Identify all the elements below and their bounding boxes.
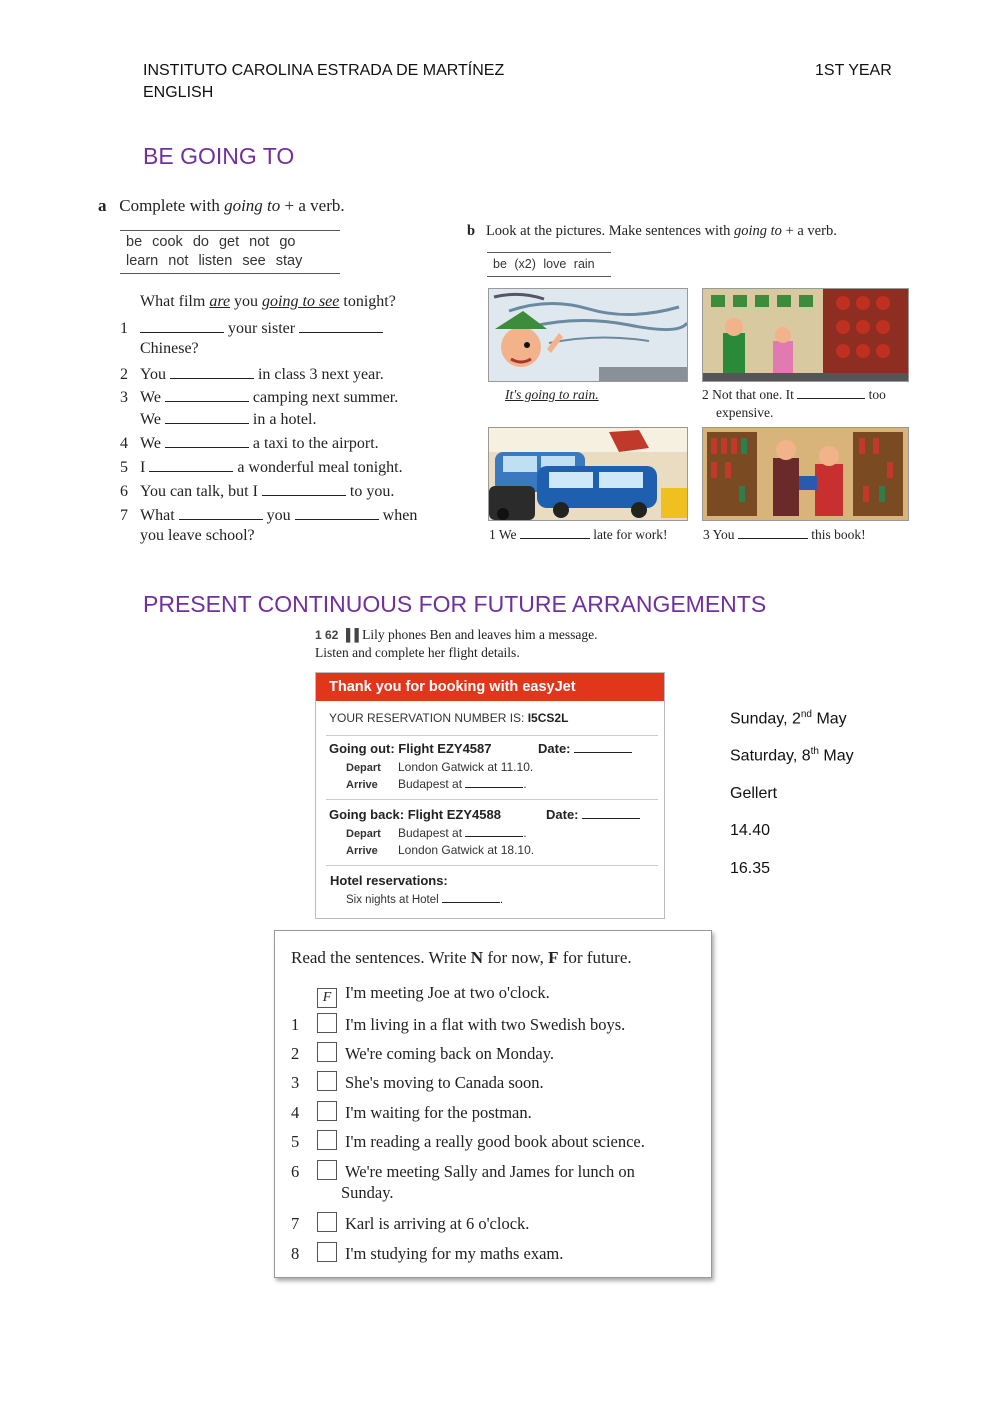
answer-blank[interactable]: [170, 364, 254, 379]
going-back-flight: Going back: Flight EZY4588: [329, 807, 501, 822]
exercise-a-item-cont: We in a hotel.: [140, 411, 317, 428]
nf-item: 8 I'm studying for my maths exam.: [291, 1244, 564, 1263]
answer-option: Sunday, 2nd May: [730, 709, 847, 728]
answer-checkbox[interactable]: [317, 1071, 337, 1091]
word-box-line: learn not listen see stay: [126, 253, 303, 269]
subject-name: ENGLISH: [143, 84, 214, 101]
going-back-date: Date:: [546, 807, 640, 822]
answer-blank[interactable]: [520, 526, 590, 539]
booking-header: Thank you for booking with easyJet: [316, 673, 664, 701]
answer-blank[interactable]: [140, 318, 224, 333]
answer-blank[interactable]: [442, 892, 500, 903]
picture-traffic: [488, 427, 688, 521]
answer-blank[interactable]: [465, 777, 523, 788]
picture-rain: [488, 288, 688, 382]
word-box-b: be (x2) love rain: [487, 252, 611, 277]
answer-blank[interactable]: [574, 742, 632, 753]
nf-example: F I'm meeting Joe at two o'clock.: [291, 983, 550, 1008]
word-box-line: be cook do get not go: [126, 234, 296, 250]
nf-item: 5 I'm reading a really good book about science.: [291, 1132, 645, 1151]
school-year: 1ST YEAR: [815, 62, 892, 79]
section-title-going-to: BE GOING TO: [143, 143, 295, 169]
nf-item: 6 We're meeting Sally and James for lunch on: [291, 1162, 635, 1181]
exercise-a-item-cont: you leave school?: [140, 527, 255, 544]
answer-blank[interactable]: [262, 481, 346, 496]
picture-shop: [702, 288, 909, 382]
answer-checkbox[interactable]: [317, 1101, 337, 1121]
going-back-depart: Depart Budapest at .: [346, 826, 527, 840]
exercise-a-instruction: a Complete with going to + a verb.: [98, 196, 345, 215]
nf-item: 1 I'm living in a flat with two Swedish boys.: [291, 1015, 626, 1034]
exercise-a-item: 2 You in class 3 next year.: [120, 366, 384, 383]
answer-checkbox[interactable]: F: [317, 988, 337, 1008]
nf-item-cont: Sunday.: [341, 1183, 394, 1202]
school-name: INSTITUTO CAROLINA ESTRADA DE MARTÍNEZ: [143, 62, 505, 79]
answer-checkbox[interactable]: [317, 1160, 337, 1180]
nf-item: 7 Karl is arriving at 6 o'clock.: [291, 1214, 530, 1233]
answer-blank[interactable]: [295, 505, 379, 520]
caption-picture-3: 3 You this book!: [703, 527, 866, 542]
answer-checkbox[interactable]: [317, 1013, 337, 1033]
going-out-depart: Depart London Gatwick at 11.10.: [346, 760, 534, 774]
audio-track-icon[interactable]: 1 62 ▐▐: [315, 628, 359, 642]
caption-picture-2-cont: expensive.: [716, 405, 774, 420]
caption-picture-1: 1 We late for work!: [489, 527, 668, 542]
answer-blank[interactable]: [797, 386, 865, 399]
booking-card: [315, 672, 665, 919]
picture-bookshop: [702, 427, 909, 521]
going-out-date: Date:: [538, 741, 632, 756]
answer-option: 16.35: [730, 860, 771, 877]
exercise-b-instruction: b Look at the pictures. Make sentences with going to + a verb.: [467, 223, 837, 239]
caption-picture-0: It's going to rain.: [505, 387, 599, 402]
answer-blank[interactable]: [179, 505, 263, 520]
word-box-a: [120, 230, 340, 274]
nf-item: 4 I'm waiting for the postman.: [291, 1103, 532, 1122]
going-out-arrive: Arrive Budapest at .: [346, 777, 527, 791]
nf-item: 3 She's moving to Canada soon.: [291, 1073, 544, 1092]
answer-blank[interactable]: [165, 409, 249, 424]
answer-blank[interactable]: [738, 526, 808, 539]
exercise-a-item-cont: Chinese?: [140, 340, 199, 357]
answer-checkbox[interactable]: [317, 1212, 337, 1232]
answer-checkbox[interactable]: [317, 1242, 337, 1262]
answer-blank[interactable]: [149, 457, 233, 472]
exercise-a-item: 7 What you when: [120, 507, 418, 524]
answer-blank[interactable]: [582, 808, 640, 819]
answer-blank[interactable]: [165, 433, 249, 448]
answer-option: 14.40: [730, 822, 771, 839]
exercise-a-item: 4 We a taxi to the airport.: [120, 435, 379, 452]
answer-blank[interactable]: [165, 387, 249, 402]
reservation-number: YOUR RESERVATION NUMBER IS: I5CS2L: [329, 711, 569, 725]
caption-picture-2: 2 Not that one. It too: [702, 387, 886, 402]
answer-checkbox[interactable]: [317, 1042, 337, 1062]
going-out-flight: Going out: Flight EZY4587: [329, 741, 492, 756]
now-future-exercise: [274, 930, 712, 1278]
answer-blank[interactable]: [299, 318, 383, 333]
nf-item: 2 We're coming back on Monday.: [291, 1044, 555, 1063]
listening-intro: 1 62 ▐▐ Lily phones Ben and leaves him a message. Listen and complete her flight details.: [315, 627, 598, 660]
hotel-nights: Six nights at Hotel .: [346, 894, 504, 906]
exercise-a-item: 3 We camping next summer.: [120, 389, 399, 406]
exercise-a-item: 6 You can talk, but I to you.: [120, 483, 395, 500]
answer-option: Saturday, 8th May: [730, 746, 854, 765]
answer-checkbox[interactable]: [317, 1130, 337, 1150]
exercise-a-item: 1 your sister: [120, 318, 383, 338]
going-back-arrive: Arrive London Gatwick at 18.10.: [346, 843, 535, 857]
section-title-present-continuous: PRESENT CONTINUOUS FOR FUTURE ARRANGEMENTS: [143, 591, 767, 617]
hotel-reservations: Hotel reservations:: [330, 873, 448, 888]
exercise-letter: a: [98, 196, 107, 215]
answer-blank[interactable]: [465, 826, 523, 837]
exercise-a-item: 5 I a wonderful meal tonight.: [120, 459, 403, 476]
exercise-a-example: What film are you going to see tonight?: [140, 293, 396, 310]
nf-instruction: Read the sentences. Write N for now, F for future.: [291, 948, 632, 967]
answer-option: Gellert: [730, 785, 778, 802]
